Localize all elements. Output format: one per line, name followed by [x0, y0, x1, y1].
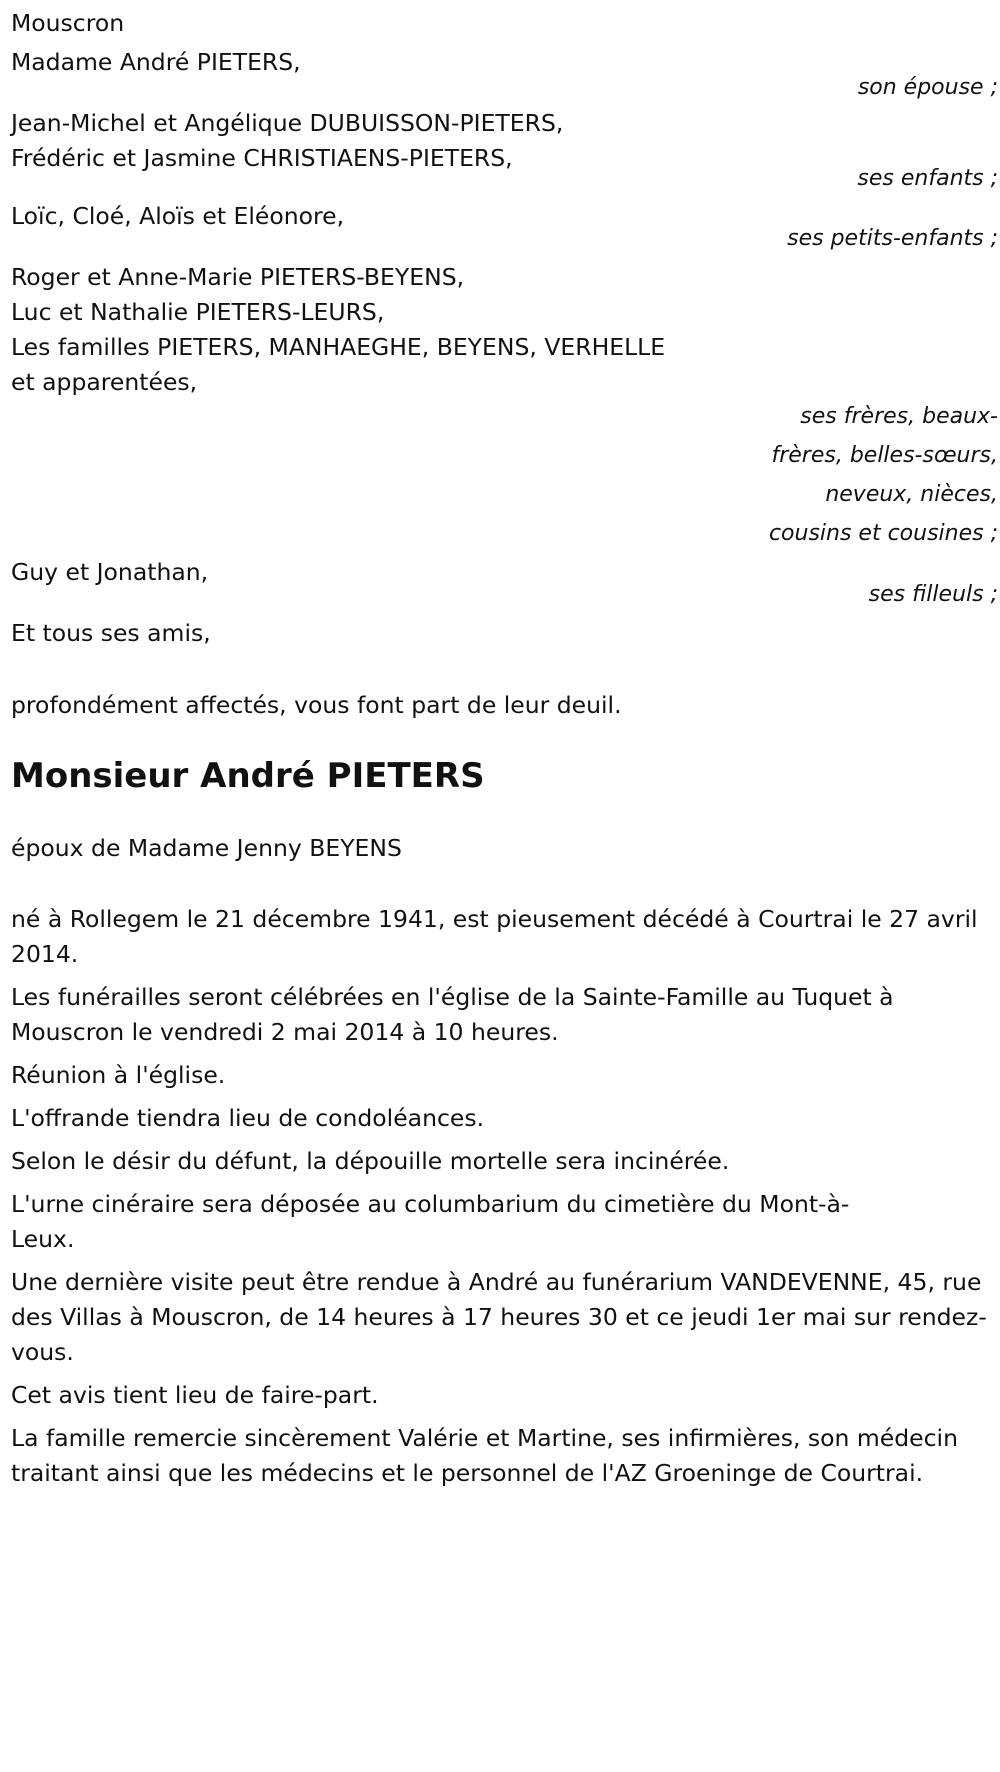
family-group-godchildren: [11, 555, 999, 612]
family-group-spouse: [11, 45, 999, 105]
family-relation: ses frères, beaux-frères, belles-sœurs, neveux, nièces, cousins et cousines ;: [768, 404, 998, 546]
family-names-line: Frédéric et Jasmine CHRISTIAENS-PIETERS,: [11, 144, 513, 172]
spouse-line: époux de Madame Jenny BEYENS: [11, 834, 402, 862]
family-group-friends: [11, 616, 999, 651]
family-relation: son épouse ;: [857, 75, 998, 100]
family-names-line: Guy et Jonathan,: [11, 558, 209, 586]
family-relation: ses enfants ;: [857, 166, 998, 191]
detail-paragraph: Selon le désir du défunt, la dépouille mortelle sera incinérée.: [11, 1147, 730, 1175]
family-names-line: Jean-Michel et Angélique DUBUISSON-PIETERS,: [11, 109, 564, 137]
family-names-line: Loïc, Cloé, Aloïs et Eléonore,: [11, 202, 345, 230]
family-names-line: Roger et Anne-Marie PIETERS-BEYENS,: [11, 263, 465, 291]
deceased-name: Monsieur André PIETERS: [11, 756, 485, 796]
family-relation: ses filleuls ;: [868, 582, 998, 607]
detail-paragraph: Cet avis tient lieu de faire-part.: [11, 1381, 379, 1409]
detail-paragraph: L'urne cinéraire sera déposée au columbarium du cimetière du Mont-à-Leux.: [11, 1190, 850, 1253]
family-group-children: [11, 106, 999, 196]
detail-paragraph: Une dernière visite peut être rendue à André au funérarium VANDEVENNE, 45, rue des Villas à Mouscron, de 14 heures à 17 heures 30 et ce jeudi 1er mai sur rendez-vous.: [11, 1268, 987, 1366]
detail-paragraph: Réunion à l'église.: [11, 1061, 226, 1089]
detail-paragraph: L'offrande tiendra lieu de condoléances.: [11, 1104, 485, 1132]
family-names-line: Luc et Nathalie PIETERS-LEURS,: [11, 298, 385, 326]
detail-paragraph: né à Rollegem le 21 décembre 1941, est pieusement décédé à Courtrai le 27 avril 2014.: [11, 905, 978, 968]
announcement-text: profondément affectés, vous font part de leur deuil.: [11, 691, 622, 719]
family-names-line: Et tous ses amis,: [11, 619, 211, 647]
family-group-grandchildren: [11, 199, 999, 256]
family-names-line: Madame André PIETERS,: [11, 48, 301, 76]
family-group-siblings: [11, 260, 999, 553]
family-relation: ses petits-enfants ;: [787, 226, 998, 251]
detail-paragraph: La famille remercie sincèrement Valérie et Martine, ses infirmières, son médecin traitant ainsi que les médecins et le personnel de l'AZ Groeninge de Courtrai.: [11, 1424, 958, 1487]
family-names-line: Les familles PIETERS, MANHAEGHE, BEYENS, VERHELLE: [11, 333, 666, 361]
details-section: [11, 902, 999, 1491]
family-names-line: et apparentées,: [11, 368, 198, 396]
detail-paragraph: Les funérailles seront célébrées en l'église de la Sainte-Famille au Tuquet à Mouscron le vendredi 2 mai 2014 à 10 heures.: [11, 983, 894, 1046]
location: Mouscron: [11, 9, 125, 37]
obituary-document: [11, 6, 999, 1491]
